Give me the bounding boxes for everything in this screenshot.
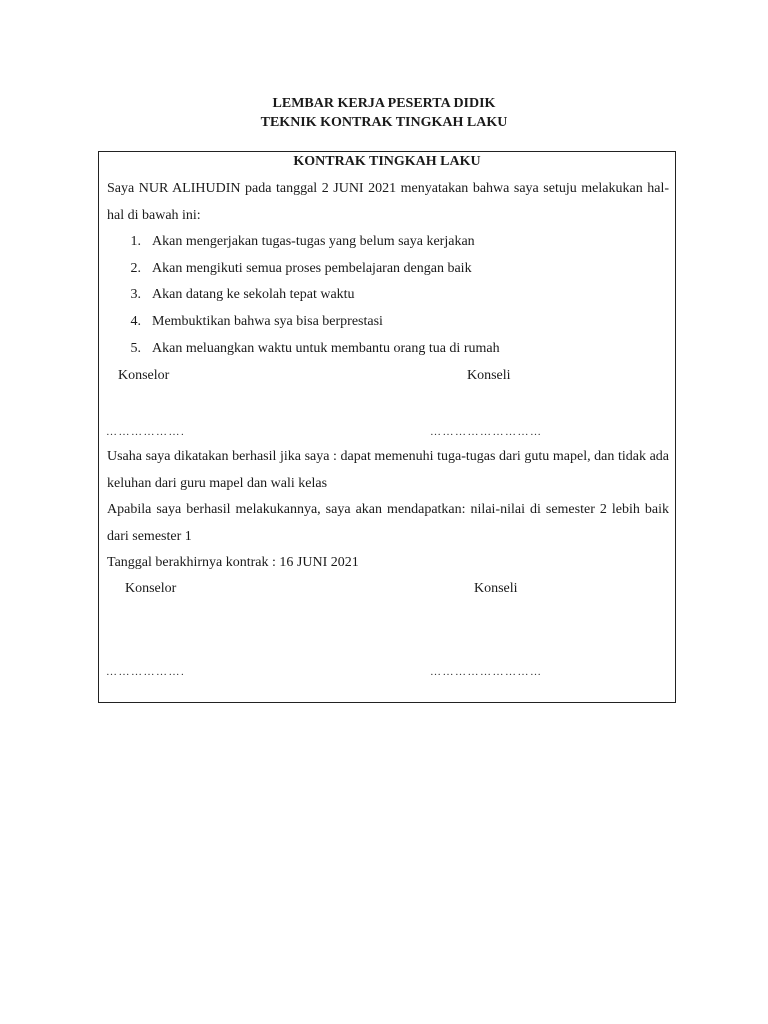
counselor-label: Konselor [125,581,177,596]
counselor-signature-line: ………………. [106,426,186,438]
list-text: Akan mengerjakan tugas-tugas yang belum saya kerjakan [152,234,475,249]
list-text: Akan mengikuti semua proses pembelajaran dengan baik [152,261,472,276]
reward-statement: Apabila saya berhasil melakukannya, saya akan mendapatkan: nilai-nilai di semester 2 lebih baik dari semester 1 [107,502,669,544]
counselee-label: Konseli [467,368,511,383]
contract-intro: Saya NUR ALIHUDIN pada tanggal 2 JUNI 2021 menyatakan bahwa saya setuju melakukan hal-hal di bawah ini: [107,181,669,223]
list-number: 3. [130,287,141,302]
list-text: Akan meluangkan waktu untuk membantu orang tua di rumah [152,341,500,356]
contract-title: KONTRAK TINGKAH LAKU [293,154,481,169]
contract-end-date: Tanggal berakhirnya kontrak : 16 JUNI 2021 [107,555,359,570]
success-criteria: Usaha saya dikatakan berhasil jika saya : dapat memenuhi tuga-tugas dari gutu mapel, dan tidak ada keluhan dari guru mapel dan wali kelas [107,449,669,491]
counselor-signature-line: ………………. [106,666,186,678]
counselor-label: Konselor [118,368,170,383]
counselee-signature-line: ……………………… [430,426,543,438]
document-title: LEMBAR KERJA PESERTA DIDIK [272,96,496,111]
list-number: 5. [130,341,141,356]
list-text: Akan datang ke sekolah tepat waktu [152,287,355,302]
document-subtitle: TEKNIK KONTRAK TINGKAH LAKU [260,115,508,130]
list-number: 2. [130,261,141,276]
list-number: 1. [130,234,141,249]
list-text: Membuktikan bahwa sya bisa berprestasi [152,314,383,329]
counselee-signature-line: ……………………… [430,666,543,678]
contract-box [98,151,676,703]
counselee-label: Konseli [474,581,518,596]
list-number: 4. [130,314,141,329]
